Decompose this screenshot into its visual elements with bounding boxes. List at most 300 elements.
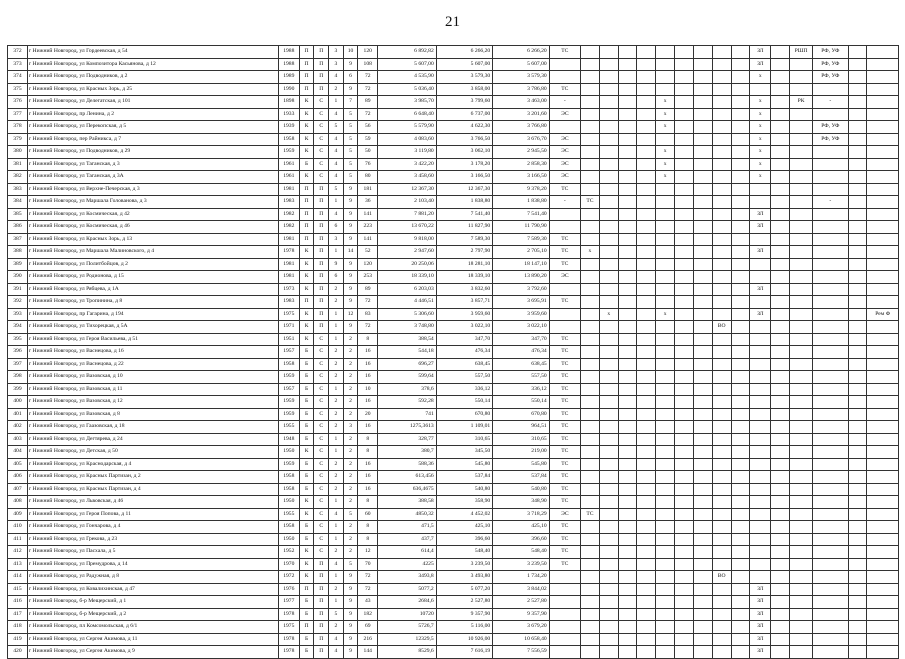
table-cell <box>771 646 790 659</box>
table-cell <box>712 458 731 471</box>
table-cell <box>790 196 813 209</box>
table-row <box>8 108 899 121</box>
table-cell <box>867 421 899 434</box>
address-cell: г Нижний Новгород, ул Вазовская, д 12 <box>27 396 278 409</box>
table-cell <box>637 571 656 584</box>
table-cell <box>656 321 675 334</box>
table-cell: П <box>314 208 329 221</box>
table-cell: 9 <box>343 321 358 334</box>
table-cell <box>637 133 656 146</box>
table-cell <box>581 621 600 634</box>
table-cell: 1990 <box>278 83 299 96</box>
table-cell <box>813 146 849 159</box>
table-cell: 9 357,90 <box>436 608 492 621</box>
table-cell: 216 <box>358 633 378 646</box>
table-cell <box>637 183 656 196</box>
table-row <box>8 646 899 659</box>
table-cell <box>637 83 656 96</box>
table-cell: 1989 <box>278 71 299 84</box>
table-cell <box>790 258 813 271</box>
table-cell <box>599 71 618 84</box>
table-cell <box>790 208 813 221</box>
table-cell: 5077,2 <box>378 583 437 596</box>
table-cell <box>848 483 867 496</box>
table-cell <box>790 496 813 509</box>
table-row <box>8 271 899 284</box>
table-cell <box>637 333 656 346</box>
table-cell: 5 <box>329 121 344 134</box>
table-cell: 2 <box>329 396 344 409</box>
table-cell: 548,40 <box>436 546 492 559</box>
table-row <box>8 308 899 321</box>
table-cell <box>656 246 675 259</box>
table-cell <box>731 121 750 134</box>
table-cell: Рем Ф <box>867 308 899 321</box>
table-cell: К <box>299 321 314 334</box>
table-cell <box>790 521 813 534</box>
table-cell: 3 239,50 <box>436 558 492 571</box>
table-cell <box>693 46 712 59</box>
address-cell: г Нижний Новгород, ул Радужная, д 8 <box>27 571 278 584</box>
table-cell <box>637 633 656 646</box>
row-number-cell: 405 <box>8 458 28 471</box>
table-cell <box>771 96 790 109</box>
table-cell <box>771 371 790 384</box>
table-cell: ЗЛ <box>750 246 771 259</box>
table-cell: ТС <box>549 496 580 509</box>
table-cell <box>675 496 694 509</box>
table-cell <box>790 421 813 434</box>
table-cell <box>848 133 867 146</box>
row-number-cell: 412 <box>8 546 28 559</box>
table-cell <box>813 421 849 434</box>
table-cell: С <box>314 546 329 559</box>
table-cell <box>599 46 618 59</box>
table-cell: 144 <box>358 646 378 659</box>
table-cell <box>581 308 600 321</box>
row-number-cell: 387 <box>8 233 28 246</box>
table-cell: РШП <box>790 46 813 59</box>
table-cell: Б <box>299 383 314 396</box>
table-cell: 3 422,20 <box>378 158 437 171</box>
table-cell: ЗЛ <box>750 283 771 296</box>
table-row <box>8 58 899 71</box>
table-cell <box>637 146 656 159</box>
table-row <box>8 346 899 359</box>
table-cell <box>599 258 618 271</box>
table-cell <box>549 58 580 71</box>
table-cell: Б <box>299 158 314 171</box>
table-cell <box>693 471 712 484</box>
table-cell <box>848 346 867 359</box>
table-cell <box>813 433 849 446</box>
table-cell: 1961 <box>278 158 299 171</box>
table-cell: ТС <box>549 246 580 259</box>
table-cell <box>867 458 899 471</box>
table-cell <box>599 471 618 484</box>
table-cell: 1972 <box>278 571 299 584</box>
table-cell <box>549 608 580 621</box>
table-cell <box>731 183 750 196</box>
address-cell: г Нижний Новгород, пер Райникса, д 7 <box>27 133 278 146</box>
table-cell: С <box>314 121 329 134</box>
table-cell <box>637 408 656 421</box>
table-cell <box>637 446 656 459</box>
table-cell <box>848 333 867 346</box>
address-cell: г Нижний Новгород, ул Вазовская, д 8 <box>27 408 278 421</box>
table-cell: К <box>299 446 314 459</box>
table-cell <box>771 283 790 296</box>
table-cell <box>848 521 867 534</box>
table-cell: 1978 <box>278 633 299 646</box>
table-cell <box>599 171 618 184</box>
table-cell <box>790 471 813 484</box>
table-cell <box>637 171 656 184</box>
table-cell <box>750 496 771 509</box>
table-cell <box>731 633 750 646</box>
row-number-cell: 391 <box>8 283 28 296</box>
table-cell: 588,36 <box>378 458 437 471</box>
table-cell: П <box>314 58 329 71</box>
table-row <box>8 221 899 234</box>
table-cell <box>867 621 899 634</box>
table-cell <box>867 283 899 296</box>
table-cell: 16 <box>358 458 378 471</box>
address-cell: г Нижний Новгород, пр Ленина, д 2 <box>27 108 278 121</box>
table-cell <box>581 421 600 434</box>
table-cell: 545,80 <box>493 458 549 471</box>
table-cell <box>867 546 899 559</box>
row-number-cell: 402 <box>8 421 28 434</box>
table-cell <box>599 558 618 571</box>
table-cell: РФ, УФ <box>813 58 849 71</box>
table-cell <box>675 46 694 59</box>
table-cell: х <box>599 308 618 321</box>
table-row <box>8 383 899 396</box>
table-cell: 7 <box>343 96 358 109</box>
table-cell: 540,80 <box>436 483 492 496</box>
table-row <box>8 258 899 271</box>
table-cell: 2 103,40 <box>378 196 437 209</box>
table-cell <box>656 283 675 296</box>
table-cell <box>731 208 750 221</box>
table-cell <box>712 108 731 121</box>
table-cell <box>813 308 849 321</box>
table-cell <box>675 208 694 221</box>
table-cell <box>581 71 600 84</box>
table-cell <box>637 196 656 209</box>
table-cell <box>731 346 750 359</box>
table-cell: 696,27 <box>378 358 437 371</box>
table-cell <box>848 83 867 96</box>
table-cell: 12 <box>358 546 378 559</box>
table-cell <box>618 46 637 59</box>
table-cell: П <box>314 596 329 609</box>
table-cell <box>867 408 899 421</box>
table-cell: ЭС <box>549 171 580 184</box>
table-cell: Б <box>299 371 314 384</box>
row-number-cell: 379 <box>8 133 28 146</box>
table-row <box>8 633 899 646</box>
table-cell: Б <box>299 358 314 371</box>
row-number-cell: 410 <box>8 521 28 534</box>
table-cell <box>867 521 899 534</box>
table-cell <box>712 446 731 459</box>
address-cell: г Нижний Новгород, ул Композитора Касьянова, д 12 <box>27 58 278 71</box>
table-cell <box>675 608 694 621</box>
table-cell <box>599 221 618 234</box>
table-cell <box>675 108 694 121</box>
table-cell <box>813 283 849 296</box>
table-cell: 14 <box>343 246 358 259</box>
table-cell <box>848 158 867 171</box>
table-cell <box>618 333 637 346</box>
table-cell: 1 <box>329 196 344 209</box>
table-cell: ТС <box>549 446 580 459</box>
table-cell <box>618 358 637 371</box>
table-cell <box>813 608 849 621</box>
table-cell <box>581 371 600 384</box>
table-cell: 5 <box>343 508 358 521</box>
table-cell <box>712 508 731 521</box>
table-cell <box>656 383 675 396</box>
table-cell <box>867 596 899 609</box>
table-cell: 5 579,90 <box>378 121 437 134</box>
table-cell <box>656 546 675 559</box>
table-cell <box>693 121 712 134</box>
table-cell <box>750 546 771 559</box>
table-cell <box>675 458 694 471</box>
table-cell: С <box>314 408 329 421</box>
table-cell: 2 <box>343 458 358 471</box>
table-cell <box>675 71 694 84</box>
table-cell <box>771 408 790 421</box>
table-cell: 8 <box>358 446 378 459</box>
table-cell <box>712 296 731 309</box>
table-cell <box>581 471 600 484</box>
table-cell <box>549 71 580 84</box>
table-cell: К <box>299 558 314 571</box>
table-cell: 9 <box>343 646 358 659</box>
table-cell <box>813 371 849 384</box>
table-cell: 8 <box>358 533 378 546</box>
table-cell: 4 083,60 <box>378 133 437 146</box>
table-cell <box>656 133 675 146</box>
table-row <box>8 471 899 484</box>
table-cell <box>599 96 618 109</box>
table-cell <box>712 546 731 559</box>
address-cell: г Нижний Новгород, ул Перекопская, д 5 <box>27 121 278 134</box>
table-cell <box>549 633 580 646</box>
table-cell: 89 <box>358 96 378 109</box>
table-cell <box>731 283 750 296</box>
table-cell <box>599 496 618 509</box>
table-cell <box>637 471 656 484</box>
table-cell <box>790 271 813 284</box>
table-cell <box>599 108 618 121</box>
table-cell <box>618 208 637 221</box>
table-cell <box>599 208 618 221</box>
table-cell <box>675 258 694 271</box>
table-cell: РФ, УФ <box>813 71 849 84</box>
table-cell <box>675 96 694 109</box>
table-cell <box>750 346 771 359</box>
table-cell: 3 239,50 <box>493 558 549 571</box>
table-cell: 3 792,60 <box>493 283 549 296</box>
table-cell <box>675 621 694 634</box>
table-cell <box>712 583 731 596</box>
table-row <box>8 133 899 146</box>
table-cell <box>675 358 694 371</box>
table-cell: 544,18 <box>378 346 437 359</box>
table-cell: С <box>314 458 329 471</box>
table-cell <box>675 121 694 134</box>
address-cell: г Нижний Новгород, ул Красных Партизан, д 4 <box>27 483 278 496</box>
address-cell: г Нижний Новгород, ул Героя Васильева, д 51 <box>27 333 278 346</box>
table-cell <box>581 608 600 621</box>
table-cell: 741 <box>378 408 437 421</box>
table-cell <box>693 521 712 534</box>
table-cell: 1982 <box>278 221 299 234</box>
table-cell: 69 <box>358 621 378 634</box>
table-cell: 1976 <box>278 583 299 596</box>
table-cell: 2 <box>343 371 358 384</box>
table-cell: С <box>314 521 329 534</box>
table-cell <box>731 296 750 309</box>
table-cell <box>790 596 813 609</box>
table-cell <box>581 583 600 596</box>
table-cell: 9 <box>343 633 358 646</box>
table-cell: 3 748,80 <box>378 321 437 334</box>
table-cell <box>813 633 849 646</box>
table-cell: х <box>581 246 600 259</box>
table-cell: 3 022,10 <box>493 321 549 334</box>
table-cell: С <box>314 133 329 146</box>
table-cell: 11 790,90 <box>493 221 549 234</box>
table-cell <box>637 458 656 471</box>
table-cell <box>813 108 849 121</box>
table-cell <box>693 396 712 409</box>
row-number-cell: 409 <box>8 508 28 521</box>
table-cell <box>771 171 790 184</box>
table-cell <box>637 121 656 134</box>
table-cell: 613,456 <box>378 471 437 484</box>
table-cell: 545,80 <box>436 458 492 471</box>
table-cell <box>790 158 813 171</box>
table-cell: 4 <box>329 158 344 171</box>
table-cell: 9 357,90 <box>493 608 549 621</box>
table-cell: 12 367,30 <box>436 183 492 196</box>
table-cell: 425,10 <box>493 521 549 534</box>
table-cell: х <box>750 171 771 184</box>
table-cell: 182 <box>358 608 378 621</box>
table-cell: 3 119,80 <box>378 146 437 159</box>
table-cell: 1988 <box>278 46 299 59</box>
table-cell: 476,34 <box>493 346 549 359</box>
table-cell: П <box>314 283 329 296</box>
table-cell <box>637 646 656 659</box>
table-cell: 3 858,00 <box>436 83 492 96</box>
row-number-cell: 419 <box>8 633 28 646</box>
table-cell: 1975 <box>278 308 299 321</box>
table-cell: 1983 <box>278 196 299 209</box>
table-cell <box>848 458 867 471</box>
table-cell <box>750 333 771 346</box>
table-cell <box>656 408 675 421</box>
table-cell <box>712 471 731 484</box>
table-cell <box>867 46 899 59</box>
table-cell <box>637 233 656 246</box>
table-cell <box>813 646 849 659</box>
table-cell: 1948 <box>278 433 299 446</box>
table-cell <box>637 371 656 384</box>
table-cell <box>637 308 656 321</box>
address-cell: г Нижний Новгород, ул Родионова, д 15 <box>27 271 278 284</box>
table-cell <box>693 496 712 509</box>
table-cell <box>712 71 731 84</box>
table-cell <box>637 108 656 121</box>
table-cell <box>813 483 849 496</box>
table-cell: С <box>314 383 329 396</box>
table-cell: К <box>299 271 314 284</box>
table-cell <box>693 508 712 521</box>
table-cell <box>790 296 813 309</box>
table-cell <box>693 633 712 646</box>
table-cell: 347,70 <box>436 333 492 346</box>
table-cell <box>581 296 600 309</box>
table-cell <box>790 633 813 646</box>
table-cell <box>712 558 731 571</box>
table-cell <box>790 646 813 659</box>
table-cell <box>581 533 600 546</box>
row-number-cell: 403 <box>8 433 28 446</box>
table-cell <box>731 596 750 609</box>
table-cell: 7 541,40 <box>493 208 549 221</box>
table-cell <box>813 558 849 571</box>
table-cell <box>848 308 867 321</box>
table-cell: 1 <box>329 496 344 509</box>
table-cell <box>599 83 618 96</box>
table-cell: 13 670,22 <box>378 221 437 234</box>
table-cell <box>581 121 600 134</box>
table-cell <box>675 533 694 546</box>
table-cell <box>848 196 867 209</box>
table-cell <box>656 508 675 521</box>
address-cell: г Нижний Новгород, ул Детская, д 50 <box>27 446 278 459</box>
table-cell <box>731 533 750 546</box>
table-cell <box>581 396 600 409</box>
table-cell <box>771 321 790 334</box>
table-cell: 1955 <box>278 421 299 434</box>
table-cell <box>656 71 675 84</box>
table-cell: 16 <box>358 421 378 434</box>
table-cell: С <box>314 496 329 509</box>
table-cell <box>790 171 813 184</box>
table-cell <box>549 583 580 596</box>
table-cell <box>790 621 813 634</box>
table-cell: 1 <box>329 571 344 584</box>
address-cell: г Нижний Новгород, ул Львовская, д 46 <box>27 496 278 509</box>
table-cell <box>813 596 849 609</box>
table-cell <box>867 221 899 234</box>
table-cell <box>813 571 849 584</box>
table-cell: 253 <box>358 271 378 284</box>
table-cell <box>731 46 750 59</box>
table-cell <box>813 346 849 359</box>
table-cell <box>867 496 899 509</box>
table-cell <box>656 271 675 284</box>
table-cell <box>693 533 712 546</box>
